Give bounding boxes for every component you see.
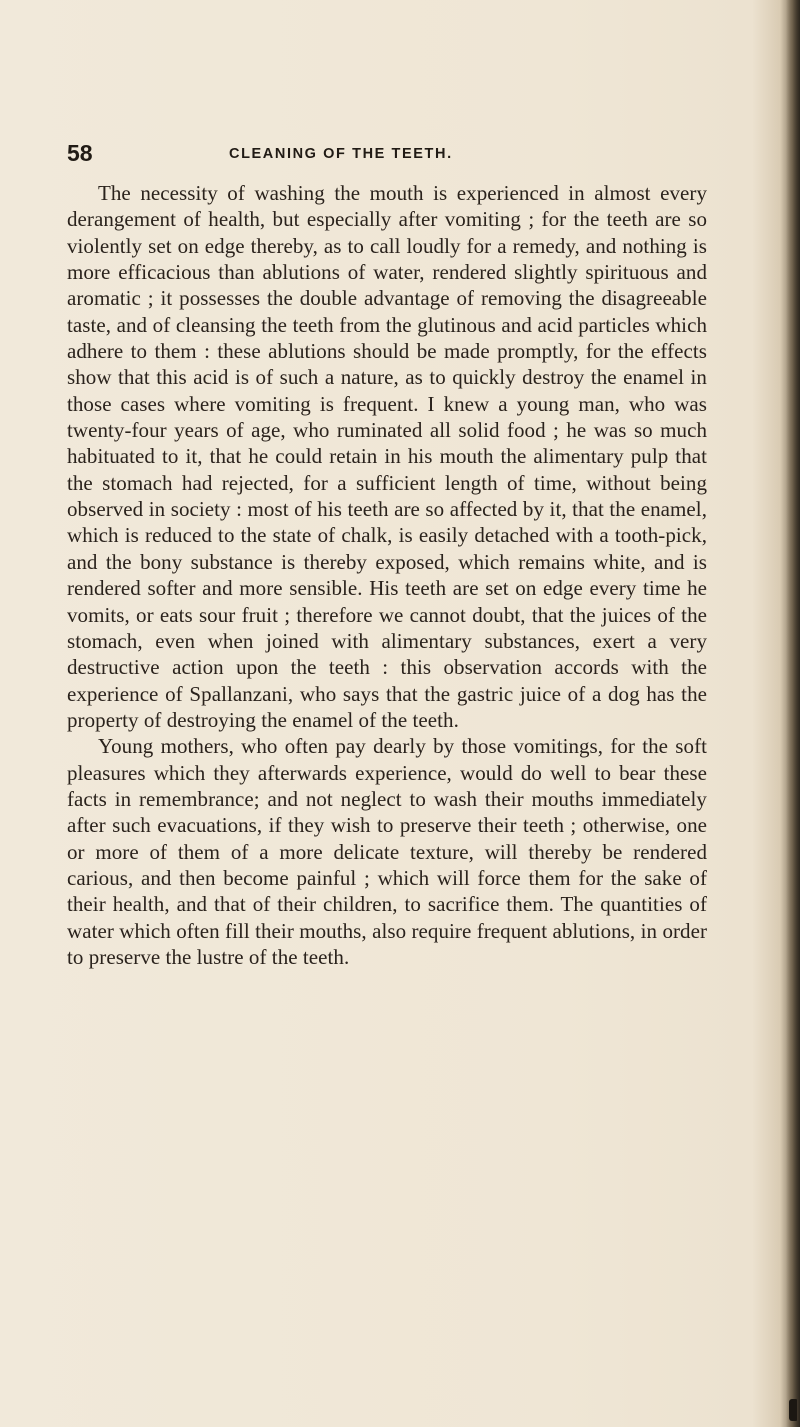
binding-mark bbox=[789, 1399, 797, 1421]
binding-gutter bbox=[786, 0, 800, 1427]
paragraph: Young mothers, who often pay dearly by those vomitings, for the soft pleasures which they afterwards experience, would do well to bear these facts in remembrance; and not neglect to wash their mouths immediately after such evacuations, if they wish to preserve their teeth ; otherwise, one or more of them of a more delicate texture, will thereby be rendered carious, and then become painful ; which will force them for the sake of their health, and that of their children, to sacrifice them. The quantities of water which often fill their mouths, also require frequent ablutions, in order to preserve the lustre of the teeth. bbox=[67, 734, 707, 969]
running-head: CLEANING OF THE TEETH. bbox=[229, 146, 453, 162]
paragraph: The necessity of washing the mouth is experienced in almost every derangement of health, but especially after vomiting ; for the teeth are so violently set on edge thereby, as to call loudly for a remedy, and nothing is more efficacious than ablutions of water, rendered slightly spirituous and aromatic ; it possesses the double advantage of removing the disagreeable taste, and of cleansing the teeth from the glutinous and acid particles which adhere to them : these ablutions should be made promptly, for the effects show that this acid is of such a nature, as to quickly destroy the enamel in those cases where vomiting is frequent. I knew a young man, who was twenty-four years of age, who ruminated all solid food ; he was so much habituated to it, that he could retain in his mouth the alimentary pulp that the stomach had rejected, for a sufficient length of time, without being observed in society : most of his teeth are so affected by it, that the enamel, which is reduced to the state of chalk, is easily detached with a tooth-pick, and the bony substance is thereby exposed, which remains white, and is rendered softer and more sensible. His teeth are set on edge every time he vomits, or eats sour fruit ; therefore we cannot doubt, that the juices of the stomach, even when joined with alimentary substances, exert a very destructive action upon the teeth : this observation accords with the experience of Spallanzani, who says that the gastric juice of a dog has the property of destroying the enamel of the teeth. bbox=[67, 181, 707, 732]
page-number: 58 bbox=[67, 140, 93, 166]
page-header bbox=[67, 138, 747, 174]
body-text bbox=[67, 180, 707, 970]
